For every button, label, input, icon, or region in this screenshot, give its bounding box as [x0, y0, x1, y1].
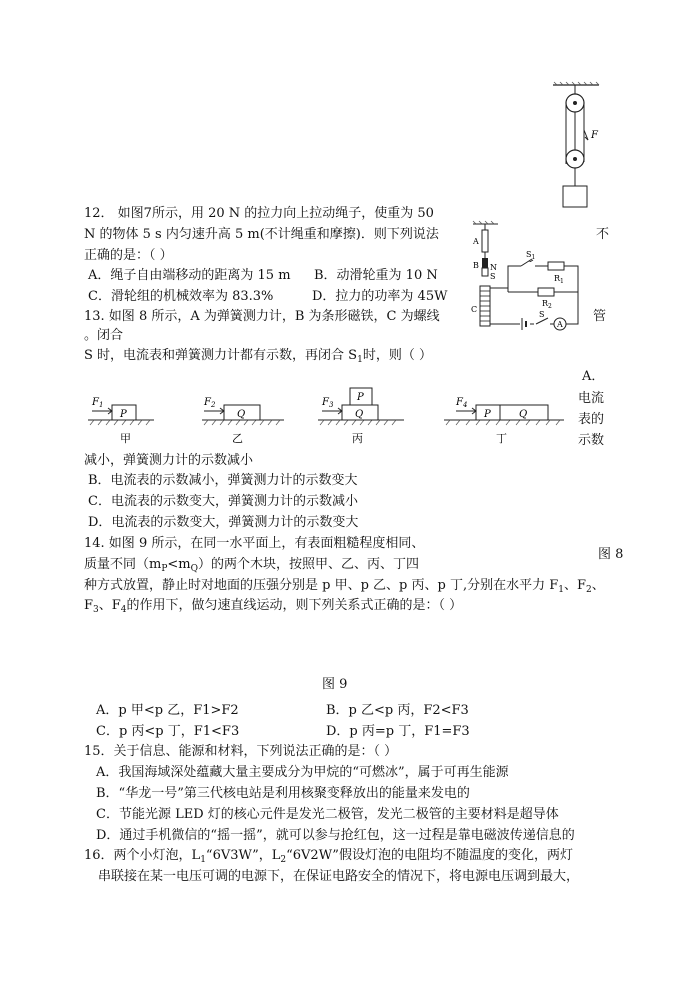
figure-9-blocks: [84, 388, 584, 448]
q13-line-3: S 时，电流表和弹簧测力计都有示数，再闭合 $S_1$时，则（ ）: [84, 348, 432, 365]
q12-line-3: 正确的是：（ ）: [84, 248, 173, 263]
fig8-label-switch-s: S: [539, 310, 545, 319]
q14-line-1: 14. 如图 9 所示，在同一水平面上，有表面粗糙程度相同、: [84, 536, 425, 551]
q13-side-char: 管: [593, 309, 607, 324]
q14-option-d: D．p 丙=p 丁，F1=F3: [326, 724, 470, 739]
svg-text:F2: $F_2$: [204, 397, 216, 409]
q16-line-2: 串联接在某一电压可调的电源下，在保证电路安全的情况下，将电源电压调到最大，: [98, 869, 580, 884]
fig8-label-s1: $S_1$: [526, 250, 536, 261]
svg-text:甲: 甲: [120, 432, 131, 445]
q13-side-a-2: 电流: [578, 391, 605, 406]
svg-text:P: P: [120, 409, 127, 420]
fig8-label-r2: $R_2$: [542, 299, 552, 310]
fig7-force-label: F: [591, 130, 598, 141]
q15-option-c: C．节能光源 LED 灯的核心元件是发光二极管，发光二极管的主要材料是超导体: [96, 807, 559, 822]
svg-text:F3: $F_3$: [322, 397, 334, 409]
svg-text:F4: $F_4$: [456, 397, 468, 409]
svg-text:Q: Q: [355, 409, 364, 420]
svg-text:Q: Q: [519, 409, 528, 420]
q14-option-b: B．p 乙<p 丙，F2<F3: [326, 703, 469, 718]
q12-option-a: A．绳子自由端移动的距离为 15 m: [88, 268, 291, 283]
q12-option-d: D．拉力的功率为 45W: [312, 289, 448, 304]
q13-side-a-3: 表的: [578, 412, 605, 427]
q13-option-d: D．电流表的示数变大，弹簧测力计的示数变大: [88, 515, 359, 530]
q12-option-b: B．动滑轮重为 10 N: [314, 268, 438, 283]
q13-side-a-1: A．: [582, 369, 605, 384]
fig9-panel-bing: [318, 388, 404, 445]
svg-text:Q: Q: [237, 409, 246, 420]
fig8-label-s: S: [490, 272, 496, 281]
fig8-ammeter-label: A: [557, 320, 563, 329]
svg-text:乙: 乙: [232, 432, 243, 445]
fig8-caption: 图 8: [598, 547, 624, 562]
q12-line-1: 12． 如图7所示，用 20 N 的拉力向上拉动绳子，使重为 50: [84, 206, 434, 221]
fig9-caption: 图 9: [322, 677, 348, 692]
q16-line-1: 16．两个小灯泡，$L_1“6V3W$”，$L_2“6V2W$”假设灯泡的电阻均不随温度的变化，两灯: [84, 848, 573, 865]
svg-text:P: P: [357, 392, 364, 403]
q12-option-c: C．滑轮组的机械效率为 83.3%: [88, 289, 274, 304]
q13-option-c: C．电流表的示数变大，弹簧测力计的示数减小: [88, 494, 358, 509]
fig8-label-n: N: [490, 263, 497, 272]
q13-side-a-4: 示数: [578, 433, 605, 448]
q14-option-a: A．p 甲<p 乙，F1>F2: [96, 703, 239, 718]
q15-line-1: 15．关于信息、能源和材料，下列说法正确的是：（ ）: [84, 744, 398, 759]
q13-option-b: B．电流表的示数减小，弹簧测力计的示数变大: [88, 473, 358, 488]
q12-line-2: N 的物体 5 s 内匀速升高 5 m(不计绳重和摩擦)．则下列说法: [84, 227, 439, 242]
q15-option-a: A．我国海域深处蕴藏大量主要成分为甲烷的“可燃冰”，属于可再生能源: [96, 765, 509, 780]
svg-text:丁: 丁: [496, 432, 507, 445]
svg-text:丙: 丙: [352, 432, 363, 445]
q13-line-2: 。闭合: [84, 328, 124, 343]
fig8-label-b: B: [473, 261, 479, 270]
q15-option-d: D．通过手机微信的“摇一摇”，就可以参与抢红包，这一过程是靠电磁波传递信息的: [96, 828, 575, 843]
figure-7-pulley: [545, 82, 605, 212]
q13-option-a-rest: 减小，弹簧测力计的示数减小: [84, 453, 254, 468]
figure-8-circuit: [468, 222, 588, 337]
svg-text:P: P: [484, 409, 491, 420]
fig8-label-c: C: [471, 305, 478, 314]
fig9-panel-ding: [444, 397, 564, 445]
svg-text:F1: $F_1$: [92, 397, 104, 409]
q14-option-c: C．p 丙<p 丁，F1<F3: [96, 724, 240, 739]
q14-line-2: 质量不同$(m_P<m_Q)$的两个木块，按照甲、乙、丙、丁四: [84, 557, 420, 574]
q14-line-3: 种方式放置，静止时对地面的压强分别是 p 甲、p 乙、p 丙、p 丁,分别在水平力 $F_1$、$F_2$、: [84, 578, 605, 595]
q12-side-char: 不: [596, 227, 610, 242]
fig8-label-a: A: [473, 237, 479, 246]
fig9-panel-yi: [202, 397, 284, 445]
fig8-label-r1: $R_1$: [554, 274, 564, 285]
q13-line-1: 13. 如图 8 所示，A 为弹簧测力计，B 为条形磁铁，C 为螺线: [84, 309, 440, 324]
q15-option-b: B．“华龙一号”第三代核电站是利用核聚变释放出的能量来发电的: [96, 786, 470, 801]
fig9-panel-jia: [88, 397, 154, 445]
q14-line-4: $F_3$、$F_4$的作用下，做匀速直线运动，则下列关系式正确的是：（ ）: [84, 598, 463, 615]
